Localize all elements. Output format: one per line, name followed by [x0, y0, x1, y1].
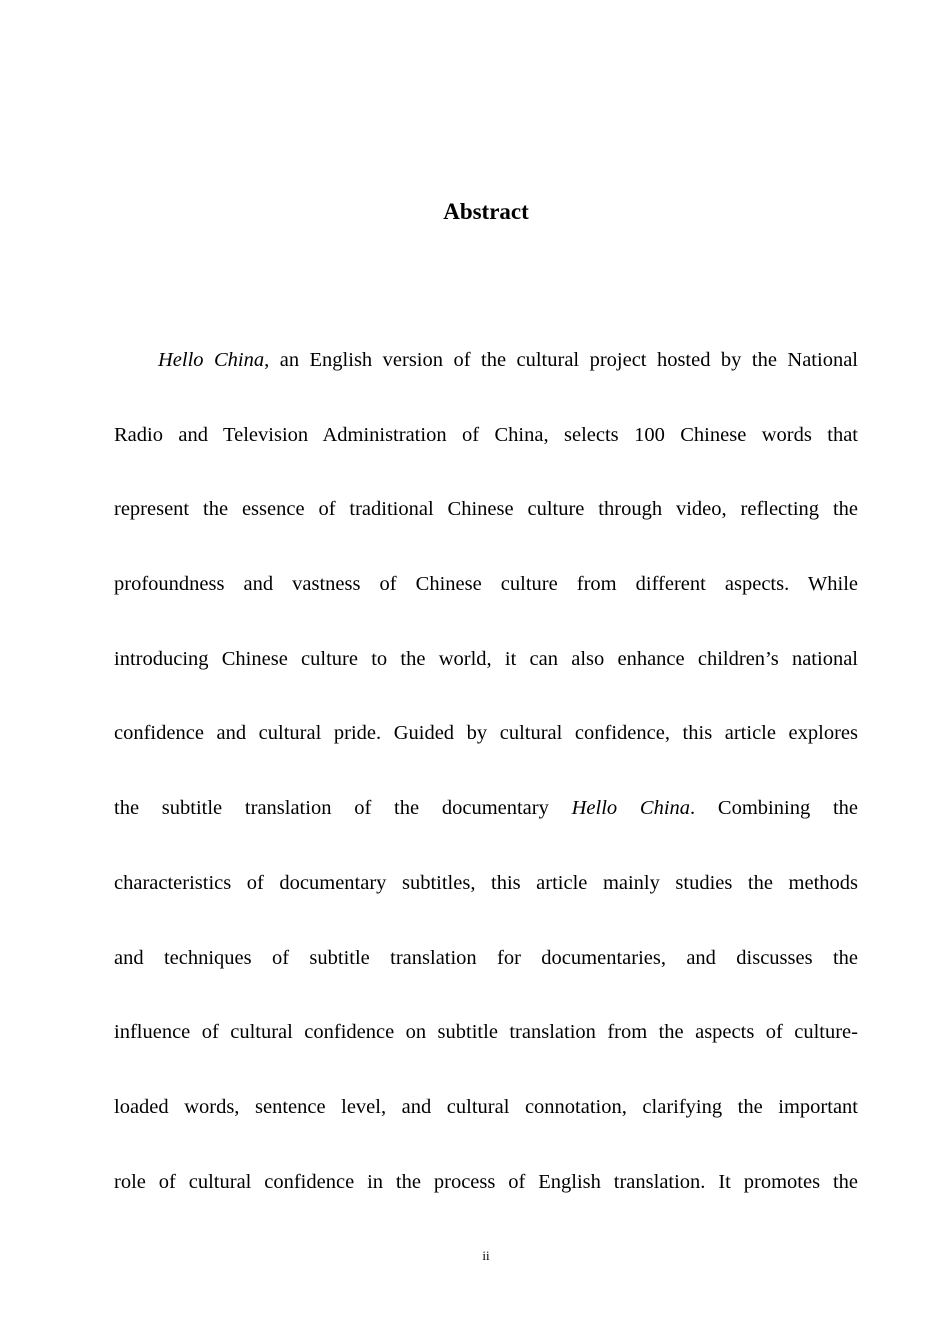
- paragraph-line: [114, 622, 858, 697]
- paragraph-line: [114, 547, 858, 622]
- line-text: . Combining the: [690, 797, 858, 820]
- line-text: loaded words, sentence level, and cultural connotation, clarifying the important: [114, 1095, 858, 1118]
- paragraph-line: [114, 323, 858, 398]
- line-text: characteristics of documentary subtitles, this article mainly studies the methods: [114, 871, 858, 894]
- abstract-paragraph: [114, 323, 858, 1219]
- paragraph-line: [114, 696, 858, 771]
- line-text: , an English version of the cultural project hosted by the National: [264, 349, 858, 371]
- line-text: influence of cultural confidence on subtitle translation from the aspects of culture-: [114, 1021, 858, 1044]
- line-text: and techniques of subtitle translation for documentaries, and discusses the: [114, 946, 858, 969]
- paragraph-line: [114, 398, 858, 473]
- paragraph-line: [114, 1070, 858, 1145]
- line-text: profoundness and vastness of Chinese culture from different aspects. While: [114, 573, 858, 596]
- paragraph-line: [114, 846, 858, 921]
- paragraph-line: [114, 1145, 858, 1220]
- paragraph-line: [114, 921, 858, 996]
- line-text: represent the essence of traditional Chinese culture through video, reflecting the: [114, 498, 858, 521]
- paragraph-line: [114, 771, 858, 846]
- line-text: confidence and cultural pride. Guided by cultural confidence, this article explores: [114, 722, 858, 745]
- line-text: Radio and Television Administration of China, selects 100 Chinese words that: [114, 423, 858, 446]
- italic-title-text: Hello China: [158, 349, 265, 371]
- italic-title-text: Hello China: [571, 797, 691, 820]
- line-text: the subtitle translation of the documentary: [114, 797, 572, 820]
- paragraph-line: [114, 472, 858, 547]
- line-text: role of cultural confidence in the process of English translation. It promotes the: [114, 1170, 858, 1193]
- page-number: ii: [482, 1248, 490, 1263]
- abstract-title: Abstract: [443, 199, 529, 224]
- line-text: introducing Chinese culture to the world, it can also enhance children’s national: [114, 647, 858, 670]
- paragraph-line: [114, 995, 858, 1070]
